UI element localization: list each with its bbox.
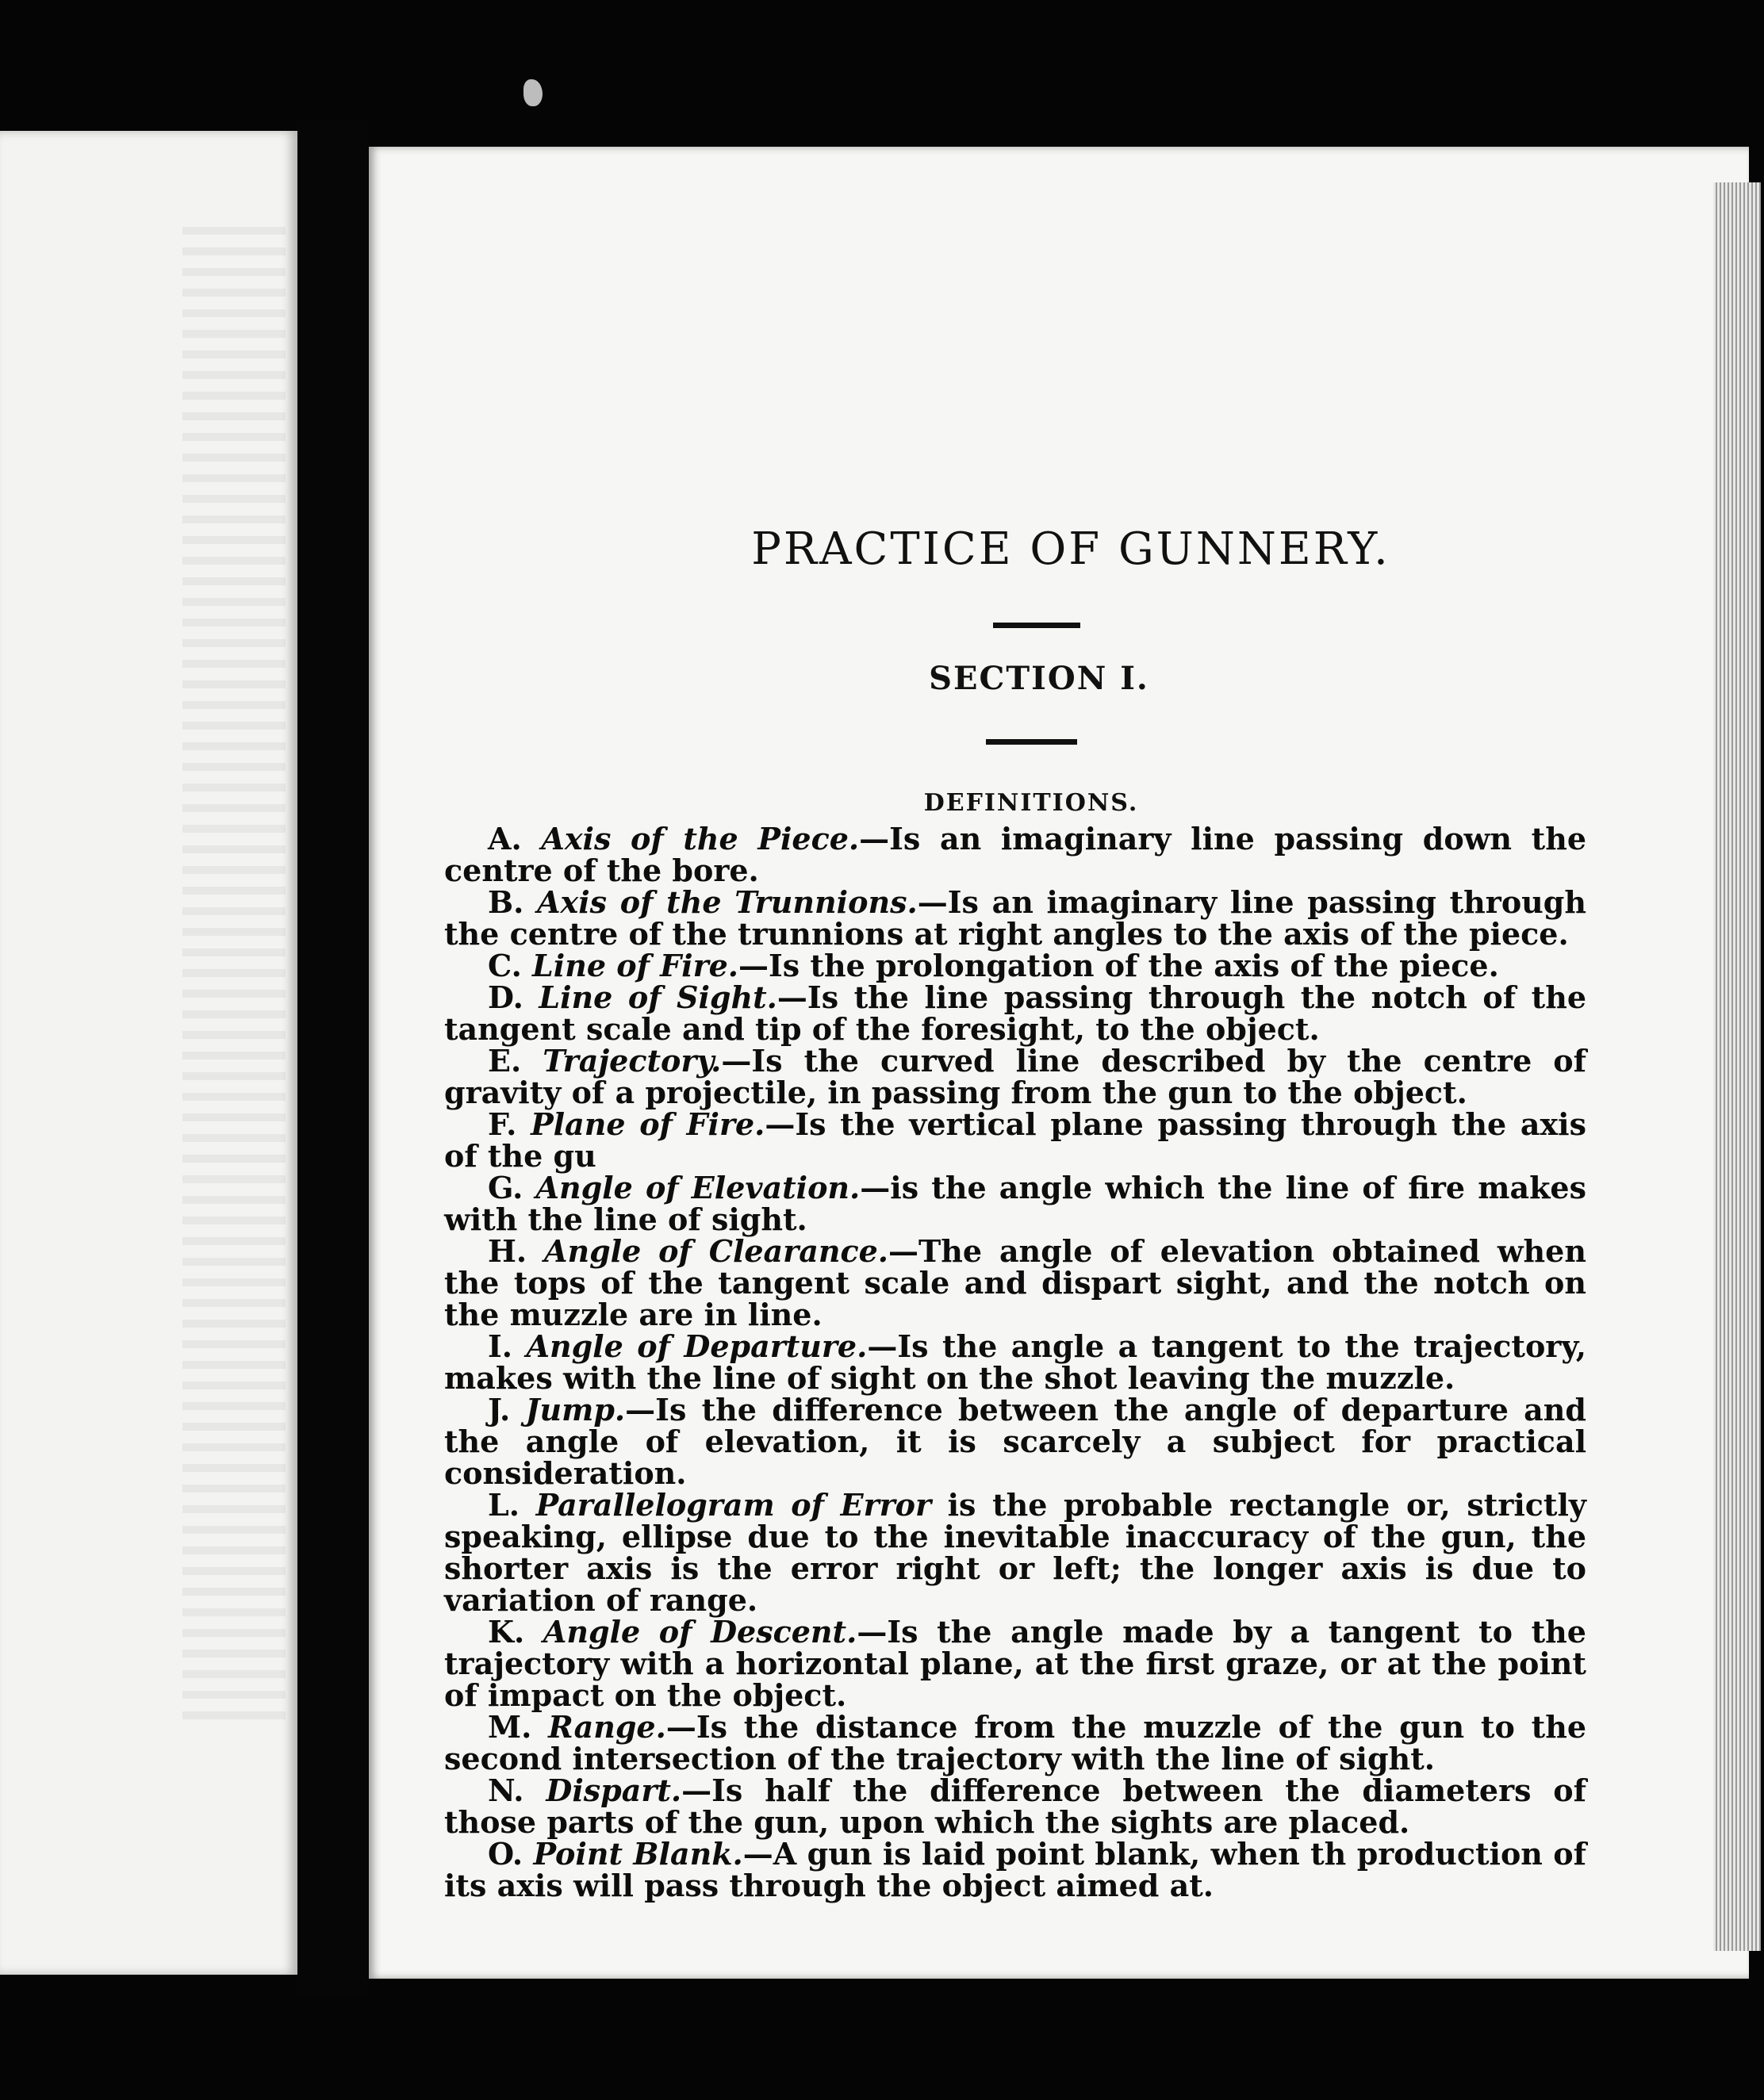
definition-term: Line of Sight.	[539, 979, 777, 1015]
book-gutter	[297, 119, 369, 1998]
definition-item: M. Range.—Is the distance from the muzzle of the gun to the second intersection of the trajectory with the line of sight.	[444, 1709, 1587, 1776]
section-heading: SECTION I.	[929, 660, 1149, 697]
definition-term: Point Blank.	[533, 1836, 743, 1872]
definition-item: I. Angle of Departure.—Is the angle a tangent to the trajectory, makes with the line of sight on the shot leaving the muzzle.	[444, 1328, 1586, 1396]
definition-text: —Is an imaginary line passing through the centre of the trunnions at right angles to the axis of the piece.	[444, 884, 1586, 952]
definition-item: J. Jump.—Is the difference between the angle of departure and the angle of elevation, it is scarcely a subject for practical consideration.	[444, 1392, 1587, 1491]
definition-item: L. Parallelogram of Error is the probable rectangle or, strictly speaking, ellipse due to the inevitable inaccuracy of the gun, the shorter axis is the error right or left; the longer axis is due to variation of range.	[444, 1487, 1587, 1618]
definition-term: Axis of the Trunnions.	[537, 884, 918, 920]
definition-text: is the probable rectangle or, strictly speaking, ellipse due to the inevitable inaccuracy of the gun, the shorter axis is the error right or left; the longer axis is due to variation of range.	[444, 1487, 1587, 1618]
definition-text: —Is half the difference between the diameters of those parts of the gun, upon which the sights are placed.	[444, 1772, 1586, 1840]
definition-text: —The angle of elevation obtained when the tops of the tangent scale and dispart sight, and the notch on the muzzle are in line.	[444, 1233, 1586, 1332]
definition-item: O. Point Blank.—A gun is laid point blank, when th production of its axis will pass through the object aimed at.	[444, 1836, 1586, 1903]
definition-term: Range.	[548, 1709, 666, 1745]
definition-term: Angle of Clearance.	[544, 1233, 888, 1269]
definition-term: Angle of Elevation.	[535, 1170, 861, 1205]
page-title: PRACTICE OF GUNNERY.	[751, 523, 1390, 575]
definition-text: —Is the prolongation of the axis of the piece.	[738, 948, 1499, 983]
definition-text: —Is the angle made by a tangent to the trajectory with a horizontal plane, at the first graze, or at the point of impact on the object.	[444, 1614, 1586, 1713]
definition-item: D. Line of Sight.—Is the line passing through the notch of the tangent scale and tip of the foresight, to the object.	[444, 979, 1586, 1047]
definition-text: —Is the vertical plane passing through the axis of the gu	[444, 1106, 1586, 1174]
definition-item: N. Dispart.—Is half the difference between the diameters of those parts of the gun, upon which the sights are placed.	[444, 1772, 1586, 1840]
definition-term: Trajectory.	[543, 1043, 722, 1079]
definition-text: —Is an imaginary line passing down the centre of the bore.	[444, 821, 1587, 888]
definition-item: C. Line of Fire.—Is the prolongation of the axis of the piece.	[488, 948, 1499, 983]
definition-item: E. Trajectory.—Is the curved line described by the centre of gravity of a projectile, in passing from the gun to the object.	[444, 1043, 1586, 1110]
definition-item: K. Angle of Descent.—Is the angle made by a tangent to the trajectory with a horizontal plane, at the first graze, or at the point of impact on the object.	[444, 1614, 1586, 1713]
page-edges	[1713, 182, 1761, 1951]
definition-term: Dispart.	[546, 1772, 682, 1808]
definitions-list	[444, 823, 1586, 1902]
definition-item: B. Axis of the Trunnions.—Is an imaginary line passing through the centre of the trunnions at right angles to the axis of the piece.	[444, 884, 1586, 952]
definitions-heading: DEFINITIONS.	[923, 789, 1139, 817]
definition-text: —Is the line passing through the notch of the tangent scale and tip of the foresight, to the object.	[444, 979, 1586, 1047]
definition-term: Angle of Departure.	[526, 1328, 868, 1364]
definition-item: H. Angle of Clearance.—The angle of elevation obtained when the tops of the tangent scale and dispart sight, and the notch on the muzzle are in line.	[444, 1233, 1586, 1332]
title-rule	[993, 623, 1080, 628]
definition-text: —Is the angle a tangent to the trajectory, makes with the line of sight on the shot leaving the muzzle.	[444, 1328, 1586, 1396]
section-rule	[986, 739, 1077, 745]
definition-term: Line of Fire.	[532, 948, 738, 983]
definition-text: —is the angle which the line of fire makes with the line of sight.	[444, 1170, 1587, 1237]
definition-term: Angle of Descent.	[543, 1614, 857, 1650]
definition-term: Parallelogram of Error	[535, 1487, 931, 1523]
definition-term: Axis of the Piece.	[541, 821, 860, 856]
definition-text: —Is the difference between the angle of departure and the angle of elevation, it is scarcely a subject for practical consideration.	[444, 1392, 1587, 1491]
definition-item: G. Angle of Elevation.—is the angle which the line of fire makes with the line of sight.	[444, 1170, 1587, 1237]
definition-text: —Is the distance from the muzzle of the gun to the second intersection of the trajectory with the line of sight.	[444, 1709, 1587, 1776]
definition-item: F. Plane of Fire.—Is the vertical plane passing through the axis of the gu	[444, 1106, 1586, 1174]
dust-speck	[523, 79, 543, 106]
left-page-text-bleed	[182, 214, 286, 1721]
definition-term: Plane of Fire.	[531, 1106, 765, 1142]
definition-term: Jump.	[525, 1392, 626, 1427]
definition-item: A. Axis of the Piece.—Is an imaginary line passing down the centre of the bore.	[444, 821, 1587, 888]
definition-text: —A gun is laid point blank, when th production of its axis will pass through the object aimed at.	[444, 1836, 1586, 1903]
definition-text: —Is the curved line described by the centre of gravity of a projectile, in passing from the gun to the object.	[444, 1043, 1586, 1110]
